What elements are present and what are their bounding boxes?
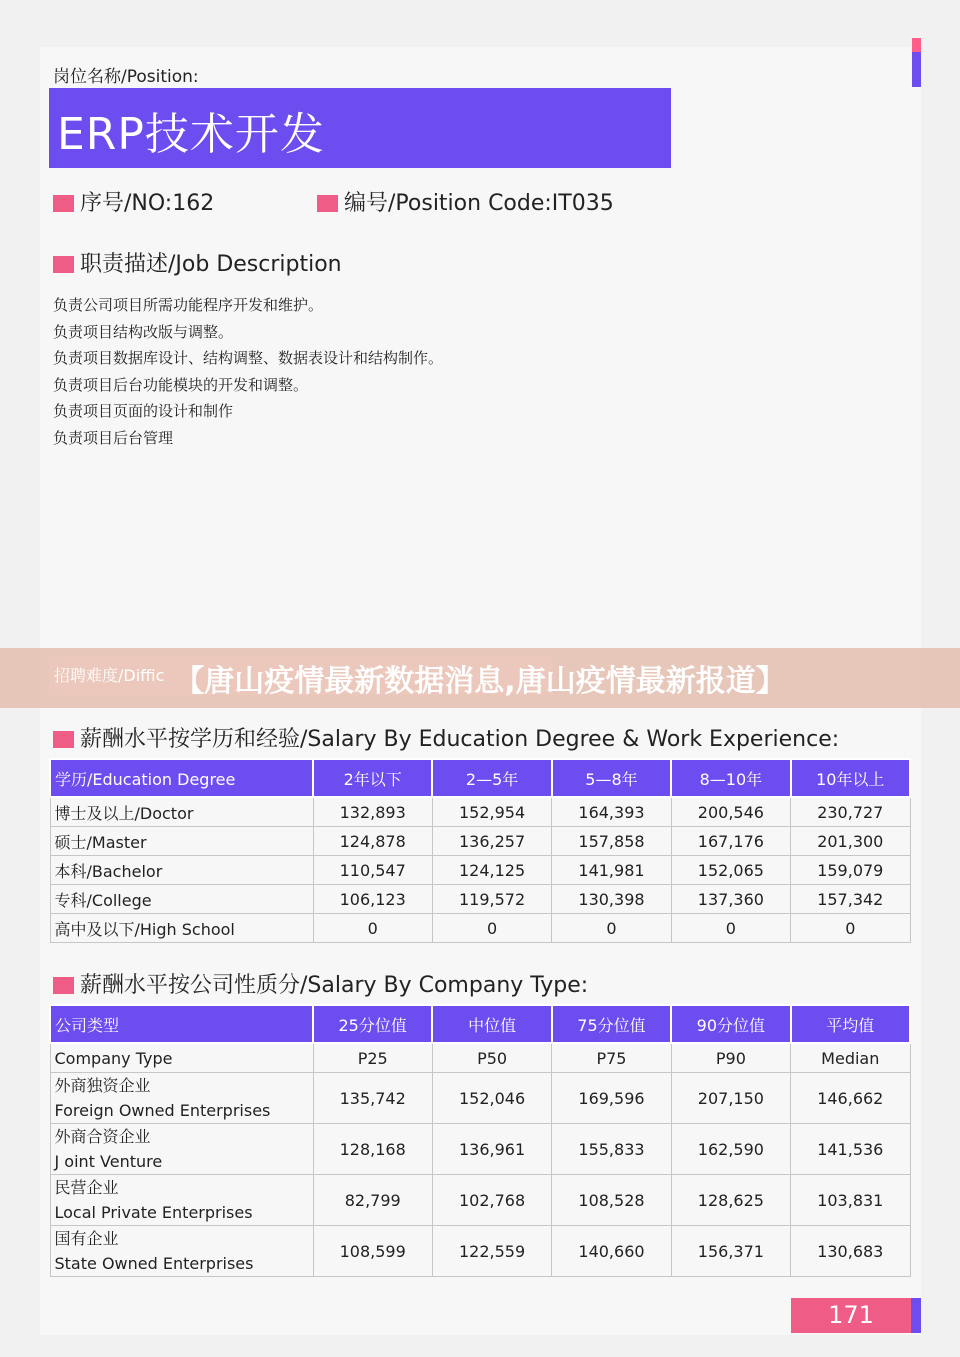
table-cell: 146,662 bbox=[791, 1073, 910, 1124]
table-cell: 82,799 bbox=[313, 1175, 432, 1226]
page-number: 171 bbox=[791, 1298, 911, 1333]
table-cell: 157,858 bbox=[552, 827, 671, 856]
table-cell: 169,596 bbox=[552, 1073, 671, 1124]
job-description-heading: 职责描述/Job Description bbox=[53, 247, 342, 278]
column-header: 公司类型 bbox=[50, 1005, 313, 1043]
table-row bbox=[50, 1073, 910, 1124]
column-header: 90分位值 bbox=[671, 1005, 790, 1043]
table-cell: 201,300 bbox=[791, 827, 910, 856]
table-cell: 108,528 bbox=[552, 1175, 671, 1226]
row-label: 博士及以上/Doctor bbox=[50, 797, 313, 827]
table-row bbox=[50, 885, 910, 914]
table-cell: 164,393 bbox=[552, 797, 671, 827]
subheader-cell: P25 bbox=[313, 1043, 432, 1073]
column-header: 平均值 bbox=[791, 1005, 910, 1043]
table-cell: 141,536 bbox=[791, 1124, 910, 1175]
table-cell: 156,371 bbox=[671, 1226, 790, 1277]
subheader-cell: P90 bbox=[671, 1043, 790, 1073]
table-row bbox=[50, 1124, 910, 1175]
column-header: 2年以下 bbox=[313, 759, 432, 797]
table-cell: 128,625 bbox=[671, 1175, 790, 1226]
table-cell: 140,660 bbox=[552, 1226, 671, 1277]
column-header: 25分位值 bbox=[313, 1005, 432, 1043]
row-label: 本科/Bachelor bbox=[50, 856, 313, 885]
duty-item: 负责项目数据库设计、结构调整、数据表设计和结构制作。 bbox=[53, 349, 444, 367]
difficulty-label: 招聘难度/Diffic bbox=[49, 657, 553, 695]
education-salary-heading: 薪酬水平按学历和经验/Salary By Education Degree & Work Experience: bbox=[53, 722, 839, 753]
table-cell: 137,360 bbox=[671, 885, 790, 914]
subheader-cell: Median bbox=[791, 1043, 910, 1073]
table-cell: 152,954 bbox=[432, 797, 551, 827]
table-cell: 0 bbox=[432, 914, 551, 943]
table-cell: 132,893 bbox=[313, 797, 432, 827]
table-cell: 130,398 bbox=[552, 885, 671, 914]
company-salary-heading: 薪酬水平按公司性质分/Salary By Company Type: bbox=[53, 968, 588, 999]
row-label: 民营企业 Local Private Enterprises bbox=[50, 1175, 313, 1226]
table-cell: 124,125 bbox=[432, 856, 551, 885]
table-cell: 130,683 bbox=[791, 1226, 910, 1277]
column-header: 2—5年 bbox=[432, 759, 551, 797]
table-header-row bbox=[50, 1005, 910, 1043]
column-header: 中位值 bbox=[432, 1005, 551, 1043]
table-cell: 136,257 bbox=[432, 827, 551, 856]
bullet-square-icon bbox=[53, 195, 74, 212]
position-number: 序号/NO:162 bbox=[53, 186, 214, 217]
column-header: 学历/Education Degree bbox=[50, 759, 313, 797]
page-number-accent bbox=[911, 1298, 921, 1333]
row-label: 硕士/Master bbox=[50, 827, 313, 856]
table-cell: 106,123 bbox=[313, 885, 432, 914]
position-label: 岗位名称/Position: bbox=[53, 67, 199, 87]
table-cell: 0 bbox=[671, 914, 790, 943]
duty-item: 负责项目后台管理 bbox=[53, 428, 174, 447]
table-cell: 152,065 bbox=[671, 856, 790, 885]
table-cell: 136,961 bbox=[432, 1124, 551, 1175]
row-label: 外商合资企业 J oint Venture bbox=[50, 1124, 313, 1175]
table-cell: 207,150 bbox=[671, 1073, 790, 1124]
duty-list bbox=[53, 292, 443, 451]
table-cell: 152,046 bbox=[432, 1073, 551, 1124]
column-header: 10年以上 bbox=[791, 759, 910, 797]
table-cell: 230,727 bbox=[791, 797, 910, 827]
column-header: 75分位值 bbox=[552, 1005, 671, 1043]
table-cell: 119,572 bbox=[432, 885, 551, 914]
duty-item: 负责项目后台功能模块的开发和调整。 bbox=[53, 375, 309, 394]
duty-item: 负责项目结构改版与调整。 bbox=[53, 322, 234, 341]
bullet-square-icon bbox=[317, 195, 338, 212]
bullet-square-icon bbox=[53, 977, 74, 994]
table-cell: 0 bbox=[313, 914, 432, 943]
table-row bbox=[50, 914, 910, 943]
table-cell: 102,768 bbox=[432, 1175, 551, 1226]
bullet-square-icon bbox=[53, 256, 74, 273]
table-cell: 122,559 bbox=[432, 1226, 551, 1277]
column-header: 5—8年 bbox=[552, 759, 671, 797]
row-label: 专科/College bbox=[50, 885, 313, 914]
bullet-square-icon bbox=[53, 731, 74, 748]
table-cell: 108,599 bbox=[313, 1226, 432, 1277]
table-row bbox=[50, 856, 910, 885]
duty-item: 负责项目页面的设计和制作 bbox=[53, 402, 234, 420]
table-cell: 0 bbox=[552, 914, 671, 943]
banner-title[interactable]: 【唐山疫情最新数据消息,唐山疫情最新报道】 bbox=[174, 664, 786, 699]
table-cell: 167,176 bbox=[671, 827, 790, 856]
table-cell: 128,168 bbox=[313, 1124, 432, 1175]
table-cell: 124,878 bbox=[313, 827, 432, 856]
subheader-cell: P75 bbox=[552, 1043, 671, 1073]
column-header: 8—10年 bbox=[671, 759, 790, 797]
table-row bbox=[50, 827, 910, 856]
position-code: 编号/Position Code:IT035 bbox=[317, 186, 614, 217]
table-cell: 135,742 bbox=[313, 1073, 432, 1124]
position-title: ERP技术开发 bbox=[57, 109, 325, 160]
table-cell: 110,547 bbox=[313, 856, 432, 885]
table-row bbox=[50, 1226, 910, 1277]
table-cell: 157,342 bbox=[791, 885, 910, 914]
row-label: 外商独资企业 Foreign Owned Enterprises bbox=[50, 1073, 313, 1124]
subheader-cell: Company Type bbox=[50, 1043, 313, 1073]
corner-accent bbox=[912, 47, 921, 87]
table-cell: 103,831 bbox=[791, 1175, 910, 1226]
table-row bbox=[50, 1175, 910, 1226]
duty-item: 负责公司项目所需功能程序开发和维护。 bbox=[53, 296, 324, 314]
table-cell: 159,079 bbox=[791, 856, 910, 885]
table-cell: 141,981 bbox=[552, 856, 671, 885]
table-cell: 162,590 bbox=[671, 1124, 790, 1175]
subheader-cell: P50 bbox=[432, 1043, 551, 1073]
table-row bbox=[50, 797, 910, 827]
row-label: 高中及以下/High School bbox=[50, 914, 313, 943]
table-cell: 0 bbox=[791, 914, 910, 943]
education-salary-table bbox=[49, 758, 911, 943]
table-header-row bbox=[50, 759, 910, 797]
table-cell: 200,546 bbox=[671, 797, 790, 827]
table-cell: 155,833 bbox=[552, 1124, 671, 1175]
row-label: 国有企业 State Owned Enterprises bbox=[50, 1226, 313, 1277]
table-subheader-row bbox=[50, 1043, 910, 1073]
company-salary-table bbox=[49, 1004, 911, 1277]
